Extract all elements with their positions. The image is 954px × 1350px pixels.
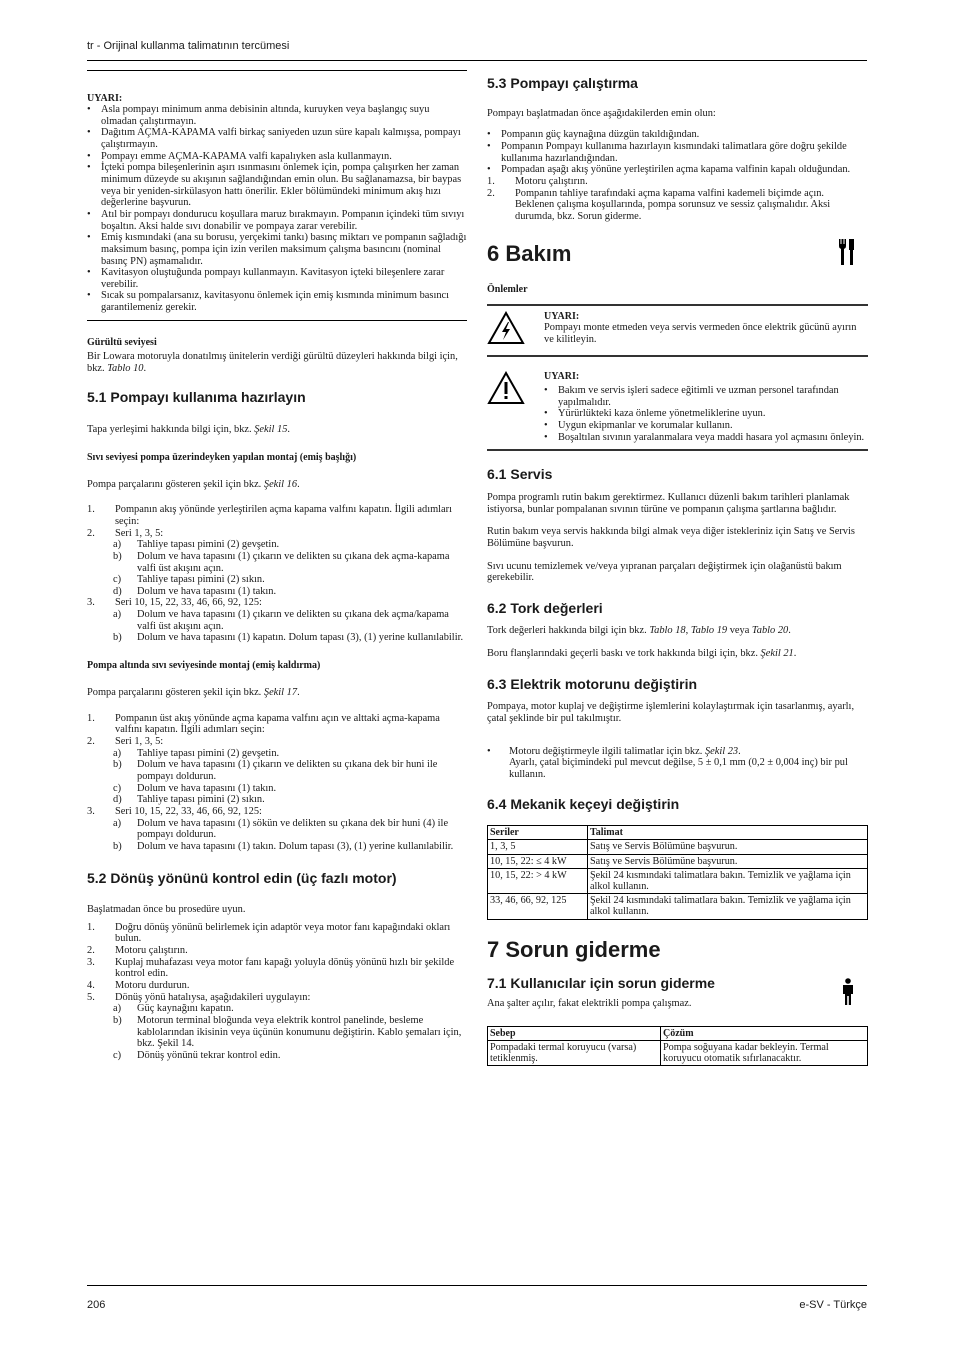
substep-text: Dolum ve hava tapasını (1) takın. (137, 782, 277, 794)
electric-hazard-icon (487, 311, 525, 345)
section-5-2-title: 5.2 Dönüş yönünü kontrol edin (üç fazlı motor) (87, 869, 397, 886)
table-cell: 1, 3, 5 (488, 840, 588, 854)
substep-letter: d) (113, 794, 122, 806)
substep-text: Dolum ve hava tapasını (1) takın. (137, 585, 277, 597)
table-header-cell: Talimat (588, 826, 868, 840)
substep-text: Dolum ve hava tapasını (1) çıkarın ve delikten su çıkana dek açma/kapama valfi üst akışını açın. (137, 609, 449, 632)
sub1-heading: Sıvı seviyesi pompa üzerindeyken yapılan montaj (emiş başlığı) (87, 451, 357, 463)
substep-row (87, 748, 467, 760)
substep-text: Tahliye tapası pimini (2) gevşetin. (137, 747, 280, 759)
section-6-2-title: 6.2 Tork değerleri (487, 599, 603, 616)
table-cell: 33, 46, 66, 92, 125 (488, 894, 588, 919)
substep-text: Motorun terminal bloğunda veya elektrik kontrol panelinde, besleme kablolarından ikisinin veya üçünün konumunu değiştirin. Kablo şemaları için, bkz. Şekil 14. (137, 1014, 462, 1050)
substep-row (87, 574, 467, 586)
table-header-cell: Seriler (488, 826, 588, 840)
warn1-text: Pompayı monte etmeden veya servis vermeden önce elektrik gücünü ayırın ve kilitleyin. (544, 322, 857, 346)
section-6-1-title: 6.1 Servis (487, 466, 553, 483)
s52-intro: Başlatmadan önce bu prosedüre uyun. (87, 904, 246, 916)
s61-p1: Pompa programlı rutin bakım gerektirmez. Kullanıcı düzenli bakım tarihleri planlamak istiyorsa, bunlar pompalanan sıvının türüne ve pompanın çalışma şartlarına bağlıdır. (487, 491, 850, 515)
substep-row (87, 609, 467, 632)
step-text: Pompanın tahliye tarafındaki açma kapama valfini kademeli biçimde açın. (515, 187, 825, 199)
step-text: Pompanın üst akış yönünde açma kapama valfını açın ve alttaki açma-kapama valfını kapatın. İlgili adımları seçin: (115, 712, 440, 736)
table-row (488, 894, 868, 919)
section-6-4-title: 6.4 Mekanik keçeyi değiştirin (487, 795, 680, 812)
seal-table (487, 825, 868, 919)
substep-row (87, 1015, 467, 1050)
s52-steps (87, 922, 467, 1062)
step-row (87, 736, 467, 748)
warning-block (87, 71, 467, 314)
s53-note: Beklenen çalışma koşullarında, pompa sorunsuz ve sessiz çalışmalıdır. Aksi durumda, bkz. Sorun giderme. (515, 199, 831, 222)
substep-row (87, 783, 467, 795)
general-warning-icon (487, 371, 525, 405)
warning-item: • İçteki pompa bileşenlerinin aşırı ısınmasını önlemek için, pompa çalışırken her zaman minimum düzeyde su akışının sağlandığından emin olun. Bu sağlanamazsa, bir baypas veya bir yeniden-sirkülasyon hattı önerilir. Ekler bölümündeki minimum akış hızı değerlerine başvurun. (87, 162, 467, 209)
warning-list (87, 104, 467, 314)
s53-bullet: • Pompadan aşağı akış yönüne yerleştirilen açma kapama valfinin kapalı olduğundan. (487, 164, 868, 176)
warning-item: • Sıcak su pompalarsanız, kavitasyonu önlemek için emiş kısmında minimum basıncı garantilemeniz gerekir. (87, 290, 467, 313)
substep-row (87, 632, 467, 644)
sub2-steps (87, 713, 467, 853)
precautions-heading: Önlemler (487, 284, 528, 296)
substep-letter: b) (113, 1014, 122, 1026)
step-text: Motoru durdurun. (115, 980, 190, 992)
warn1-label: UYARI: (544, 311, 580, 323)
warning-item: • Pompayı emme AÇMA-KAPAMA valfi kapalıyken asla kullanmayın. (87, 151, 467, 163)
table-cell: Satış ve Servis Bölümüne başvurun. (588, 854, 868, 868)
step-number: 3. (87, 956, 95, 968)
substep-letter: c) (113, 782, 122, 794)
s63-bullet: • Motoru değiştirmeyle ilgili talimatlar için bkz. Şekil 23. Ayarlı, çatal biçimindeki pul mevcut değilse, 5 ± 0,1 mm (0,2 ± 0,004 inç) bir pul kullanın. (487, 746, 868, 781)
substep-text: Tahliye tapası pimini (2) gevşetin. (137, 539, 280, 551)
substep-row (87, 794, 467, 806)
substep-text: Dolum ve hava tapasını (1) takın. Dolum tapası (3), (1) yerine kullanılabilir. (137, 840, 454, 852)
step-text: Seri 1, 3, 5: (115, 736, 164, 748)
substep-text: Dolum ve hava tapasını (1) çıkarın ve delikten su çıkana dek bir huni ile pompayı doldurun. (137, 759, 438, 783)
step-text: Kuplaj muhafazası veya motor fanı kapağı yoluyla dönüş yönünü hızlı bir şekilde kontrol edin. (115, 956, 455, 980)
table-header-row (488, 826, 868, 840)
step-number: 3. (87, 805, 95, 817)
right-column (487, 70, 868, 1066)
table-cell: Şekil 24 kısmındaki talimatlara bakın. Temizlik ve yağlama için alkol kullanın. (588, 868, 868, 893)
table-row (488, 840, 868, 854)
step-number: 2. (487, 187, 495, 199)
warning-item: • Asla pompayı minimum anma debisinin altında, kuruyken veya başlangıç suyu olmadan çalıştırmayın. (87, 104, 467, 127)
footer-doc-title: e-SV - Türkçe (799, 1299, 867, 1311)
table-row (488, 854, 868, 868)
s71-intro: Ana şalter açılır, fakat elektrikli pompa çalışmaz. (487, 997, 692, 1009)
s62-p1: Tork değerleri hakkında bilgi için bkz. Tablo 18, Tablo 19 veya Tablo 20. (487, 625, 791, 637)
substep-letter: a) (113, 539, 122, 551)
step-number: 2. (87, 736, 95, 748)
substep-letter: c) (113, 574, 122, 586)
step-row (487, 188, 868, 200)
tools-icon (838, 238, 856, 270)
warning-item: • Atıl bir pompayı dondurucu koşullara maruz bırakmayın. Pompanın içindeki tüm sıvıyı boşaltın. Aksi halde sıvı donabilir ve pompaya zarar verebilir. (87, 209, 467, 232)
warn2-item: • Yürürlükteki kaza önleme yönetmeliklerine uyun. (544, 408, 868, 420)
step-row (87, 957, 467, 980)
warning-item: • Dağıtım AÇMA-KAPAMA valfi birkaç saniyeden uzun süre kapalı kalmışsa, pompayı çalıştırmayın. (87, 127, 467, 150)
s53-steps (487, 176, 868, 199)
section-6-3-title: 6.3 Elektrik motorunu değiştirin (487, 675, 698, 692)
step-number: 2. (87, 945, 95, 957)
section-6-header (487, 238, 868, 270)
noise-heading: Gürültü seviyesi (87, 336, 157, 348)
sub2-intro: Pompa parçalarını gösteren şekil için bkz. Şekil 17. (87, 687, 300, 699)
substep-row (87, 551, 467, 574)
warn2-label: UYARI: (544, 370, 580, 382)
substep-letter: c) (113, 1049, 122, 1061)
step-number: 1. (87, 504, 95, 516)
substep-letter: a) (113, 817, 122, 829)
substep-letter: d) (113, 585, 122, 597)
step-text: Seri 1, 3, 5: (115, 527, 164, 539)
substep-text: Dönüş yönünü tekrar kontrol edin. (137, 1049, 281, 1061)
left-column (87, 70, 467, 1062)
table-cell: Şekil 24 kısmındaki talimatlara bakın. Temizlik ve yağlama için alkol kullanın. (588, 894, 868, 919)
troubleshoot-table (487, 1026, 868, 1066)
step-number: 3. (87, 597, 95, 609)
header-rule (87, 60, 867, 61)
s63-bullets (487, 746, 868, 781)
step-number: 1. (487, 175, 495, 187)
warning-item: • Kavitasyon oluştuğunda pompayı kullanmayın. Kavitasyon içteki bileşenlere zarar verebilir. (87, 267, 467, 290)
substep-row (87, 1050, 467, 1062)
substep-text: Dolum ve hava tapasını (1) kapatın. Dolum tapası (3), (1) yerine kullanılabilir. (137, 632, 464, 644)
step-number: 1. (87, 921, 95, 933)
warning-label: UYARI: (87, 93, 123, 104)
substep-letter: b) (113, 550, 122, 562)
substep-text: Dolum ve hava tapasını (1) çıkarın ve delikten su çıkana dek açma-kapama valfi üst akışını açın. (137, 550, 450, 574)
section-5-1-title: 5.1 Pompayı kullanıma hazırlayın (87, 389, 306, 406)
table-header-cell: Çözüm (661, 1026, 868, 1040)
sub2-heading: Pompa altında sıvı seviyesinde montaj (emiş kaldırma) (87, 660, 321, 672)
general-warning-box (487, 363, 868, 451)
step-row (87, 922, 467, 945)
table-cell: 10, 15, 22: > 4 kW (488, 868, 588, 893)
table-header-row (488, 1026, 868, 1040)
substep-letter: b) (113, 632, 122, 644)
substep-letter: b) (113, 759, 122, 771)
step-number: 1. (87, 712, 95, 724)
table-cell: Pompa soğuyana kadar bekleyin. Termal koruyucu otomatik sıfırlanacaktır. (661, 1040, 868, 1065)
section-7-1-title: 7.1 Kullanıcılar için sorun giderme (487, 975, 715, 992)
s63-p1: Pompaya, motor kuplaj ve değiştirme işlemlerini kolaylaştırmak için tasarlanmış, ayarlı, çatal şeklinde bir pul takılmıştır. (487, 701, 855, 725)
warn2-item: • Uygun ekipmanlar ve korumalar kullanın. (544, 420, 868, 432)
s53-intro: Pompayı başlatmadan önce aşağıdakilerden emin olun: (487, 107, 716, 119)
table-row (488, 1040, 868, 1065)
footer-rule (87, 1285, 867, 1286)
substep-row (87, 841, 467, 853)
step-text: Seri 10, 15, 22, 33, 46, 66, 92, 125: (115, 597, 262, 609)
substep-row (87, 539, 467, 551)
section-5-3-title: 5.3 Pompayı çalıştırma (487, 75, 638, 91)
step-text: Dönüş yönü hatalıysa, aşağıdakileri uygulayın: (115, 991, 311, 1003)
s53-bullets (487, 129, 868, 176)
substep-letter: a) (113, 1003, 122, 1015)
s53-bullet: • Pompanın Pompayı kullanıma hazırlayın kısmındaki talimatlara göre doğru şekilde kullanıma hazırlandığından. (487, 141, 868, 164)
table-header-cell: Sebep (488, 1026, 661, 1040)
electric-warning-box (487, 306, 868, 357)
sub1-intro: Pompa parçalarını gösteren şekil için bkz. Şekil 16. (87, 478, 300, 490)
section-7-title: 7 Sorun giderme (487, 936, 661, 962)
s62-p2: Boru flanşlarındaki geçerli baskı ve tork hakkında bilgi için, bkz. Şekil 21. (487, 648, 797, 660)
person-icon (842, 978, 854, 1010)
substep-text: Güç kaynağını kapatın. (137, 1003, 234, 1015)
s53-bullet: • Pompanın güç kaynağına düzgün takıldığından. (487, 129, 868, 141)
s61-p2: Rutin bakım veya servis hakkında bilgi almak veya diğer istekleriniz için Satış ve Servis Bölümüne başvurun. (487, 526, 855, 549)
warning-item: • Emiş kısmındaki (ana su borusu, yerçekimi tankı) basınç miktarı ve pompanın sağladığı maksimum basınç, pompa için izin verilen maksimum çalışma basıncını (nominal basınç PN) aşmamalıdır. (87, 232, 467, 267)
page-number: 206 (87, 1299, 106, 1311)
warning-bottom-rule (87, 320, 467, 321)
step-row (87, 806, 467, 818)
substep-row (87, 818, 467, 841)
s51-intro: Tapa yerleşimi hakkında bilgi için, bkz. Şekil 15. (87, 423, 291, 435)
section-6-title: 6 Bakım (487, 240, 572, 266)
table-row (488, 868, 868, 893)
substep-letter: b) (113, 840, 122, 852)
step-row (87, 980, 467, 992)
step-row (87, 597, 467, 609)
substep-row (87, 586, 467, 598)
step-text: Doğru dönüş yönünü belirlemek için adaptör veya motor fanı kapağındaki okları bulun. (115, 921, 451, 945)
step-text: Seri 10, 15, 22, 33, 46, 66, 92, 125: (115, 805, 262, 817)
table-cell: Pompadaki termal koruyucu (varsa) tetiklenmiş. (488, 1040, 661, 1065)
substep-text: Dolum ve hava tapasını (1) sökün ve delikten su çıkana dek bir huni (4) ile pompayı doldurun. (137, 817, 449, 841)
substep-row (87, 759, 467, 782)
warn2-item: • Boşaltılan sıvının yaralanmalara veya maddi hasara yol açmasını önleyin. (544, 432, 868, 444)
table-cell: Satış ve Servis Bölümüne başvurun. (588, 840, 868, 854)
substep-text: Tahliye tapası pimini (2) sıkın. (137, 794, 265, 806)
substep-letter: a) (113, 747, 122, 759)
noise-text: Bir Lowara motoruyla donatılmış ünitelerin verdiği gürültü düzeyleri hakkında bilgi için, bkz. Tablo 10. (87, 350, 458, 374)
step-row (87, 945, 467, 957)
step-text: Motoru çalıştırın. (115, 945, 188, 957)
step-text: Motoru çalıştırın. (515, 175, 588, 187)
step-row (87, 992, 467, 1004)
table-cell: 10, 15, 22: ≤ 4 kW (488, 854, 588, 868)
step-text: Pompanın akış yönünde yerleştirilen açma kapama valfını kapatın. İlgili adımları seçin: (115, 504, 453, 527)
step-row (87, 504, 467, 527)
step-row (87, 713, 467, 736)
warn2-list (544, 385, 868, 443)
step-number: 2. (87, 527, 95, 539)
substep-row (87, 1003, 467, 1015)
step-row (87, 528, 467, 540)
warn2-item: • Bakım ve servis işleri sadece eğitimli ve uzman personel tarafından yapılmalıdır. (544, 385, 868, 408)
s61-p3: Sıvı ucunu temizlemek ve/veya yıpranan parçaları değiştirmek için olağanüstü bakım gerekebilir. (487, 560, 842, 584)
step-number: 5. (87, 991, 95, 1003)
substep-letter: a) (113, 609, 122, 621)
header-title: tr - Orijinal kullanma talimatının tercümesi (87, 40, 290, 52)
section-7-1-header (487, 976, 868, 1010)
substep-text: Tahliye tapası pimini (2) sıkın. (137, 574, 265, 586)
step-row (487, 176, 868, 188)
sub1-steps (87, 504, 467, 644)
step-number: 4. (87, 980, 95, 992)
